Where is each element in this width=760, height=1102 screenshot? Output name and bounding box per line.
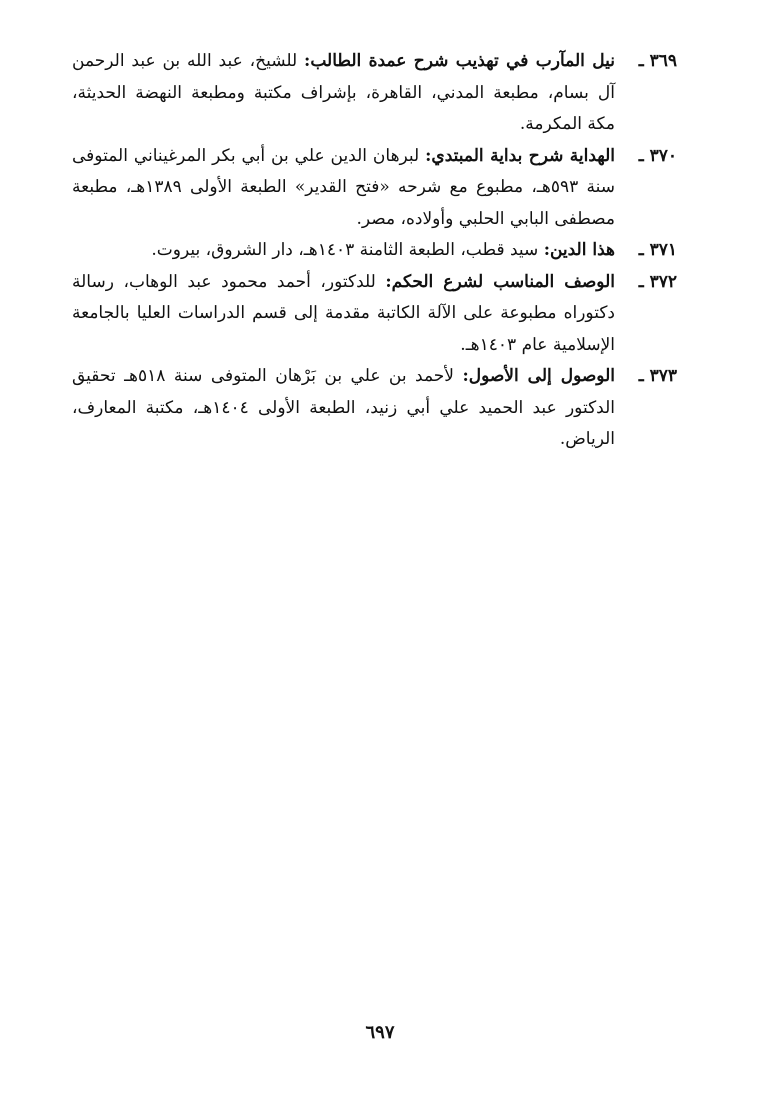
entry-number: ٣٧٠ ـ <box>638 145 677 166</box>
entry-number: ٣٧٣ ـ <box>638 366 677 386</box>
entry-title: الهداية شرح بداية المبتدي: <box>425 145 615 166</box>
page-number: ٦٩٧ <box>365 1022 395 1043</box>
entry-title: نيل المآرب في تهذيب شرح عمدة الطالب: <box>304 51 615 71</box>
entry-text: للشيخ، عبد الله بن عبد الرحمن آل بسام، مطبعة المدني، القاهرة، بإشراف مكتبة ومطبعة النهضة الحديثة، مكة المكرمة. <box>72 51 615 134</box>
entry-text: سيد قطب، الطبعة الثامنة ١٤٠٣هـ، دار الشروق، بيروت. <box>151 240 539 260</box>
entry-title: الوصف المناسب لشرع الحكم: <box>385 271 615 292</box>
bibliography-entry-372 <box>72 267 677 362</box>
entry-title: هذا الدين: <box>543 240 615 260</box>
entry-number: ٣٦٩ ـ <box>638 51 677 71</box>
entry-text: للدكتور، أحمد محمود عبد الوهاب، رسالة دكتوراه مطبوعة على الآلة الكاتبة مقدمة إلى قسم الدراسات العليا بالجامعة الإسلامية عام ١٤٠٣هـ. <box>72 271 615 355</box>
entry-title: الوصول إلى الأصول: <box>462 366 615 386</box>
entry-text: لبرهان الدين علي بن أبي بكر المرغيناني المتوفى سنة ٥٩٣هـ، مطبوع مع شرحه «فتح القدير» الطبعة الأولى ١٣٨٩هـ، مطبعة مصطفى البابي الحلبي وأولاده، مصر. <box>72 145 615 229</box>
entry-number: ٣٧٢ ـ <box>638 271 677 292</box>
bibliography-list <box>72 46 677 456</box>
bibliography-entry-373 <box>72 361 677 456</box>
bibliography-entry-370 <box>72 141 677 236</box>
entry-text: لأحمد بن علي بن بَرْهان المتوفى سنة ٥١٨هـ تحقيق الدكتور عبد الحميد علي أبي زنيد، الطبعة الأولى ١٤٠٤هـ، مكتبة المعارف، الرياض. <box>72 366 615 449</box>
bibliography-entry-371 <box>72 235 677 267</box>
entry-number: ٣٧١ ـ <box>638 240 677 260</box>
bibliography-entry-369 <box>72 46 677 141</box>
